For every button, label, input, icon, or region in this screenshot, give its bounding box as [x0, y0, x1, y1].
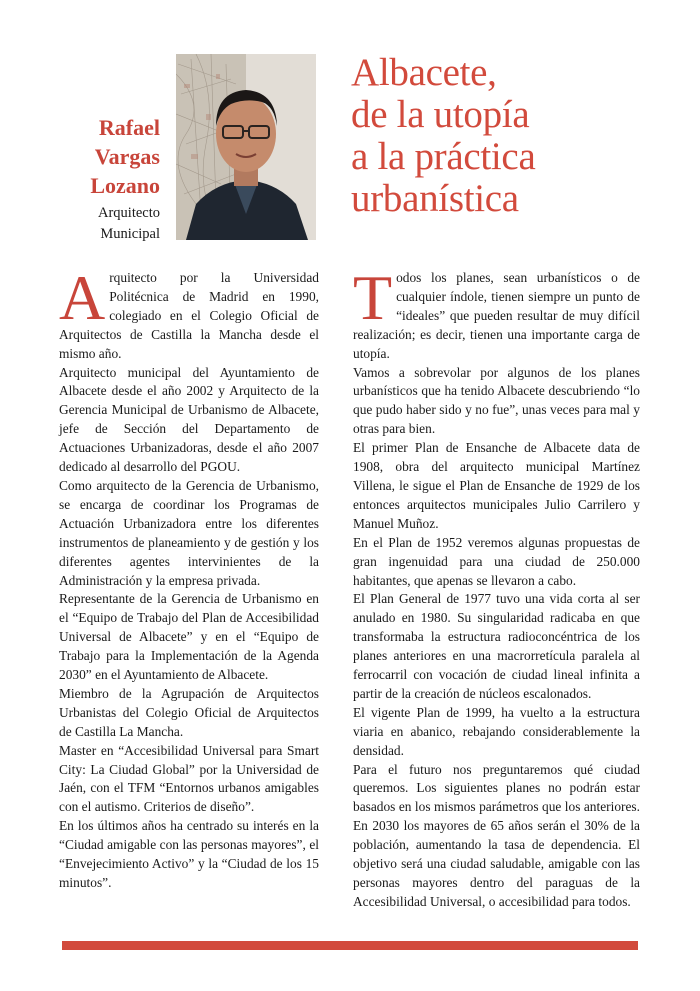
paragraph: Arquitecto municipal del Ayuntamiento de Albacete desde el año 2002 y Arquitecto de la Gerencia Municipal de Urbanismo de Albacete, jefe de Sección del Departamento de Actuaciones Urbanizadoras, desde el año 2007 dedicado al desarrollo del PGOU.	[59, 364, 319, 475]
title-line: a la práctica	[351, 135, 536, 178]
paragraph	[353, 262, 640, 364]
paragraph: Representante de la Gerencia de Urbanismo en el “Equipo de Trabajo del Plan de Accesibilidad Universal de Albacete” y en el “Equipo de Trabajo para la Implementación de la Agenda 2030” en el Ayuntamiento de Albacete.	[59, 591, 319, 683]
paragraph-text: rquitecto por la Universidad Politécnica de Madrid en 1990, colegiado en el Colegio Oficial de Arquitectos de Castilla la Mancha desde el mismo año.	[59, 270, 319, 361]
title-line: de la utopía	[351, 93, 530, 136]
author-name-line: Lozano	[90, 173, 160, 198]
author-portrait	[176, 54, 316, 240]
paragraph: En el Plan de 1952 veremos algunas propuestas de gran ingenuidad para una ciudad de 250.000 habitantes, que apenas se llevaron a cabo.	[353, 534, 640, 588]
paragraph: El vigente Plan de 1999, ha vuelto a la estructura viaria en abanico, rebajando considerablemente la densidad.	[353, 704, 640, 758]
drop-cap: T	[353, 262, 393, 333]
paragraph: Miembro de la Agrupación de Arquitectos Urbanistas del Colegio Oficial de Arquitectos de Castilla La Mancha.	[59, 685, 319, 739]
paragraph: El primer Plan de Ensanche de Albacete data de 1908, obra del arquitecto municipal Martínez Villena, le sigue el Plan de Ensanche de 1929 de los entonces arquitectos municipales Julio Carrilero y Manuel Muñoz.	[353, 440, 640, 531]
paragraph	[59, 262, 319, 364]
paragraph-text: odos los planes, sean urbanísticos o de cualquier índole, tienen siempre un punto de “ideales” que pueden resultar de muy difícil realización; es decir, tienen una importante carga de utopía.	[353, 270, 640, 361]
paragraph: Master en “Accesibilidad Universal para Smart City: La Ciudad Global” por la Universidad de Jaén, con el TFM “Entornos urbanos amigables con el autismo. Criterios de diseño”.	[59, 742, 319, 815]
author-role-line: Municipal	[100, 226, 160, 242]
title-line: Albacete,	[351, 51, 497, 94]
author-role-line: Arquitecto	[97, 205, 160, 221]
title-line: urbanística	[351, 177, 519, 220]
footer-accent-bar	[62, 941, 638, 950]
drop-cap: A	[59, 262, 106, 333]
article-title	[351, 52, 681, 220]
author-name-line: Vargas	[94, 144, 160, 169]
paragraph: El Plan General de 1977 tuvo una vida corta al ser anulado en 1980. Su singularidad radicaba en que transformaba la estructura radioconcéntrica de los planes anteriores en una macrorretícula paralela al ferrocarril con vocación de ciudad lineal infinita a partir de la creación de núcleos escalonados.	[353, 591, 640, 701]
author-role	[60, 203, 160, 245]
paragraph: En los últimos años ha centrado su interés en la “Ciudad amigable con las personas mayores”, el “Envejecimiento Activo” y la “Ciudad de los 15 minutos”.	[59, 818, 319, 890]
biography-column	[59, 262, 319, 893]
paragraph: Vamos a sobrevolar por algunos de los planes urbanísticos que ha tenido Albacete descubriendo “lo que pudo haber sido y no fue”, unas veces para mal y otras para bien.	[353, 364, 640, 437]
paragraph: Para el futuro nos preguntaremos qué ciudad queremos. Los siguientes planes no podrán estar basados en los mismos parámetros que los anteriores. En 2030 los mayores de 65 años serán el 30% de la población, aumentando la tasa de dependencia. El objetivo será una ciudad saludable, amigable con las personas mayores dentro del paraguas de la Accesibilidad Universal, o accesibilidad para todos.	[353, 761, 640, 909]
portrait-illustration	[176, 54, 316, 240]
paragraph: Como arquitecto de la Gerencia de Urbanismo, se encarga de coordinar los Programas de Actuación Urbanizadora entre los diferentes instrumentos de planeamiento y de gestión y los diferentes agentes intervinientes de la Administración y la empresa privada.	[59, 477, 319, 588]
article-column	[353, 262, 640, 912]
author-name	[60, 113, 160, 200]
author-name-line: Rafael	[98, 115, 160, 140]
